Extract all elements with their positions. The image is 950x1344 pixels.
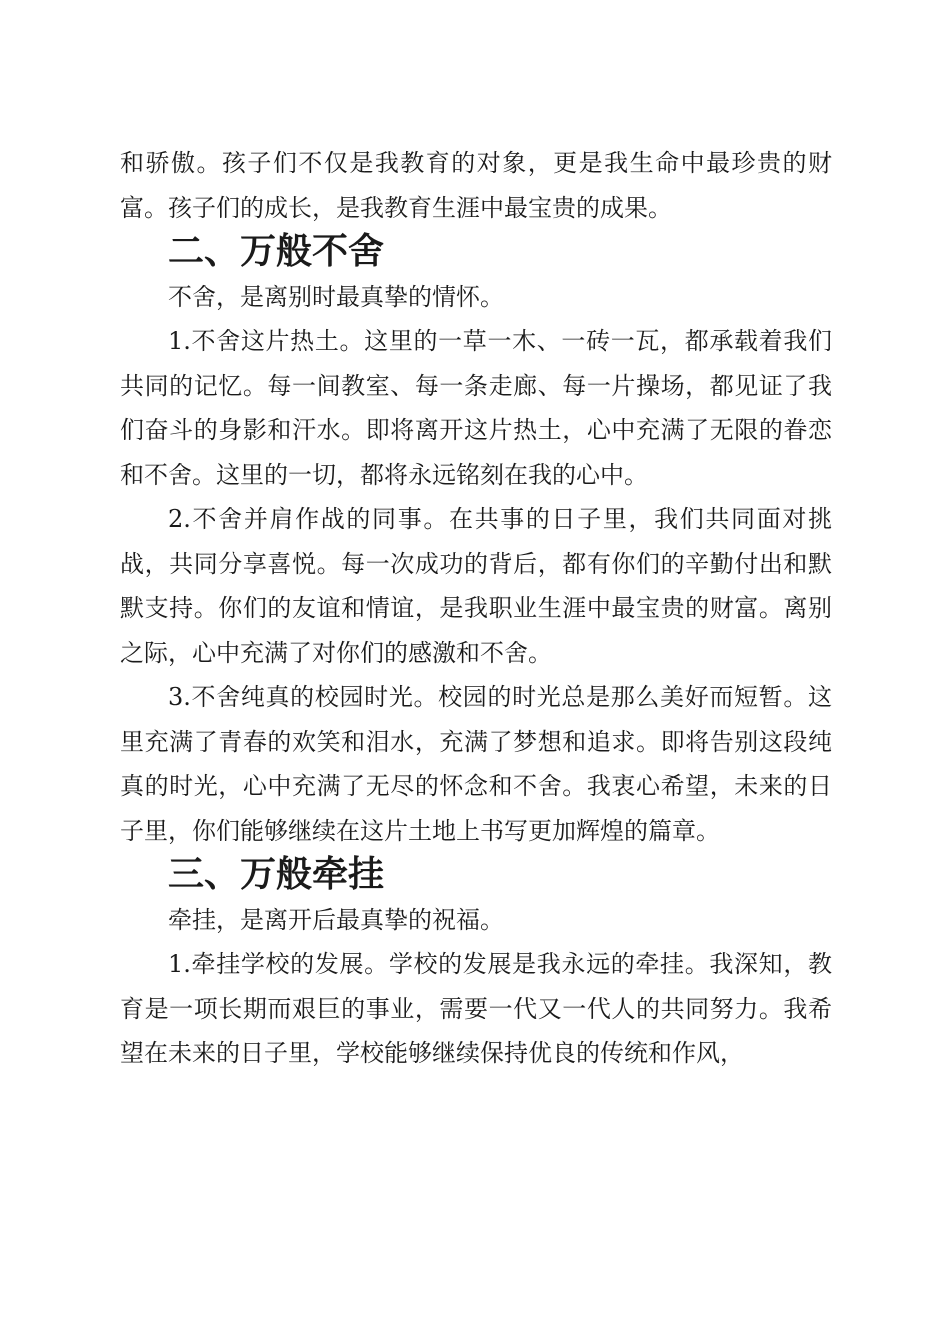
paragraph-3-1: 1.牵挂学校的发展。学校的发展是我永远的牵挂。我深知，教育是一项长期而艰巨的事业，需要一代又一代人的共同努力。我希望在未来的日子里，学校能够继续保持优良的传统和作风， [120,950,832,1067]
section-heading-3: 三、万般牵挂 [168,854,385,895]
paragraph-continuation: 和骄傲。孩子们不仅是我教育的对象，更是我生命中最珍贵的财富。孩子们的成长，是我教育生涯中最宝贵的成果。 [120,149,832,222]
paragraph-intro-3: 牵挂，是离开后最真挚的祝福。 [168,905,504,934]
document-page [120,141,832,1076]
paragraph-2-1: 1.不舍这片热土。这里的一草一木、一砖一瓦，都承载着我们共同的记忆。每一间教室、每一条走廊、每一片操场，都见证了我们奋斗的身影和汗水。即将离开这片热土，心中充满了无限的眷恋和不舍。这里的一切，都将永远铭刻在我的心中。 [120,327,832,489]
paragraph-intro-2: 不舍，是离别时最真挚的情怀。 [168,282,504,311]
section-heading-2: 二、万般不舍 [168,231,385,272]
paragraph-2-3: 3.不舍纯真的校园时光。校园的时光总是那么美好而短暂。这里充满了青春的欢笑和泪水，充满了梦想和追求。即将告别这段纯真的时光，心中充满了无尽的怀念和不舍。我衷心希望，未来的日子里，你们能够继续在这片土地上书写更加辉煌的篇章。 [120,683,832,845]
paragraph-2-2: 2.不舍并肩作战的同事。在共事的日子里，我们共同面对挑战，共同分享喜悦。每一次成功的背后，都有你们的辛勤付出和默默支持。你们的友谊和情谊，是我职业生涯中最宝贵的财富。离别之际，心中充满了对你们的感激和不舍。 [120,505,832,667]
